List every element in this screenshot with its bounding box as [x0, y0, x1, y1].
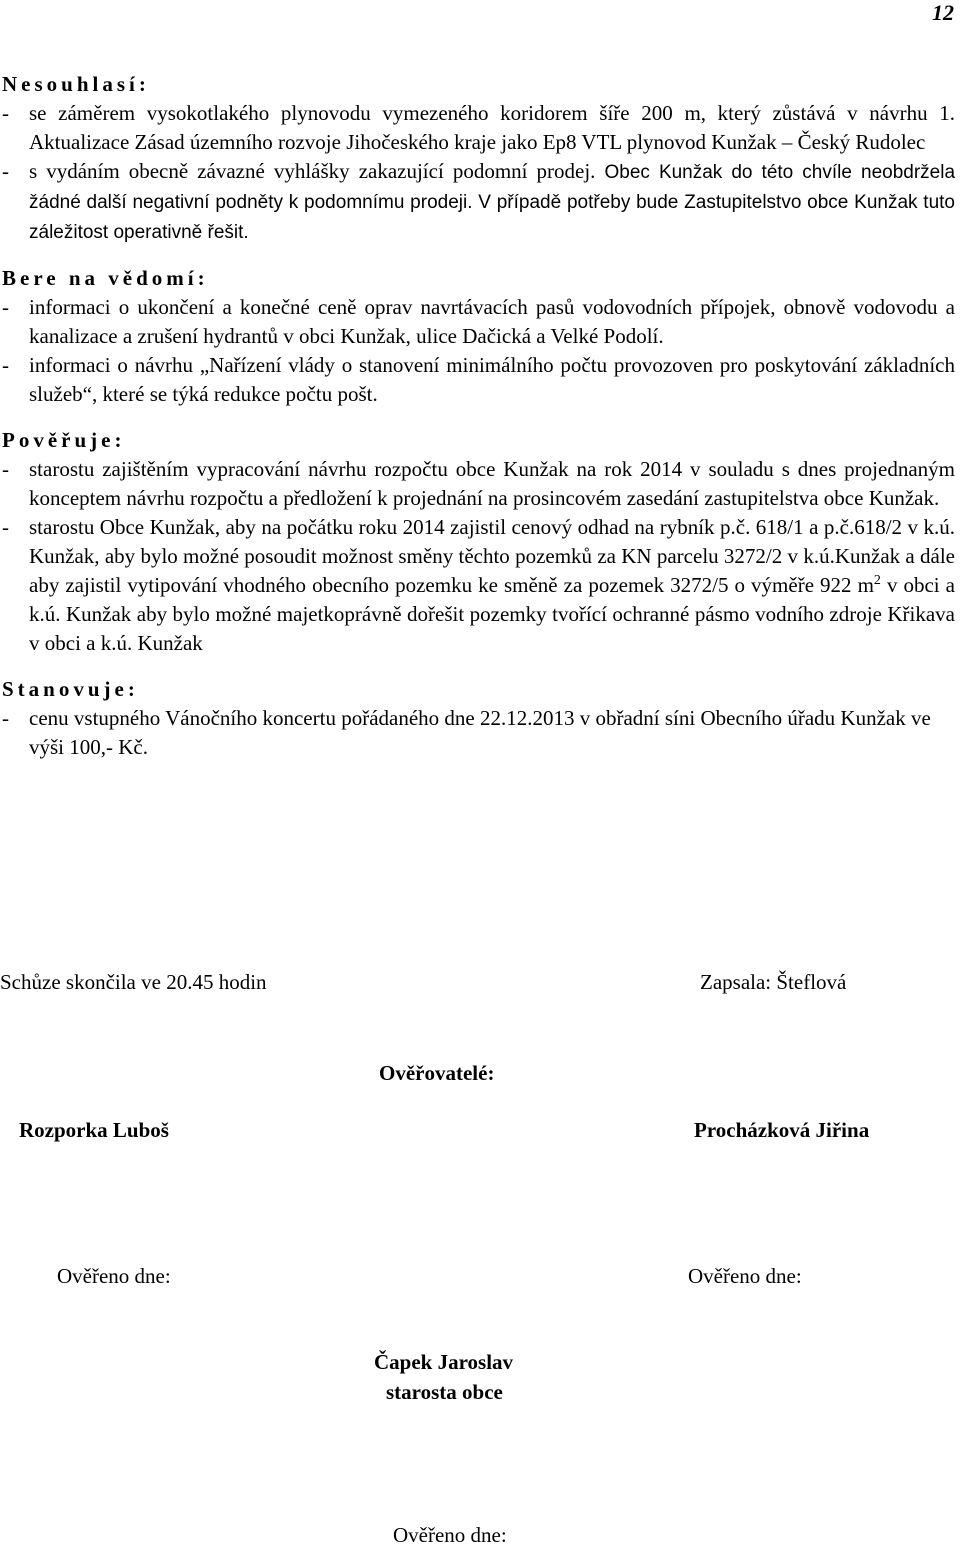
item-text: s vydáním obecně závazné vyhlášky zakazující podomní prodej. — [29, 159, 596, 183]
list-item — [2, 99, 955, 157]
meeting-end-time: Schůze skončila ve 20.45 hodin — [0, 970, 267, 994]
list-item — [2, 513, 955, 658]
mayor-name: Čapek Jaroslav — [374, 1350, 514, 1374]
section-heading-bere-na-vedomi: Bere na vědomí: — [2, 266, 209, 290]
verifier-name-2: Procházková Jiřina — [694, 1118, 870, 1142]
list-item — [2, 455, 955, 513]
item-text: cenu vstupného Vánočního koncertu pořádaného dne 22.12.2013 v obřadní síni Obecního úřadu Kunžak ve výši 100,- Kč. — [29, 706, 931, 759]
superscript: 2 — [873, 573, 881, 588]
resolution-body — [2, 70, 955, 762]
verifier-name-1: Rozporka Luboš — [19, 1118, 169, 1142]
list-item — [2, 704, 949, 762]
list-item — [2, 351, 955, 409]
item-text: informaci o ukončení a konečné ceně oprav navrtávacích pasů vodovodních přípojek, obnově vodovodu a kanalizace a zrušení hydrantů v obci Kunžak, ulice Dačická a Velké Podolí. — [29, 295, 955, 348]
section-heading-stanovuje: Stanovuje: — [2, 677, 139, 701]
verified-on-2: Ověřeno dne: — [688, 1264, 802, 1288]
item-text: se záměrem vysokotlakého plynovodu vymezeného koridorem šíře 200 m, který zůstává v návrhu 1. Aktualizace Zásad územního rozvoje Jihočeského kraje jako Ep8 VTL plynovod Kunžak – Český Rudolec — [29, 101, 955, 154]
item-text: starostu zajištěním vypracování návrhu rozpočtu obce Kunžak na rok 2014 v souladu s dnes projednaným konceptem návrhu rozpočtu a předložení k projednání na prosincovém zasedání zastupitelstva obce Kunžak. — [29, 457, 955, 510]
section-heading-poveruje: Pověřuje: — [2, 428, 126, 452]
item-text: starostu Obce Kunžak, aby na počátku roku 2014 zajistil cenový odhad na rybník p.č. 618/1 a p.č.618/2 v k.ú. Kunžak, aby bylo možné posoudit možnost směny těchto pozemků za KN parcelu 3272/2 v k.ú.Kunžak a dále aby zajistil vytipování vhodného obecního pozemku ke směně za pozemek 3272/5 o výměře 922 m — [29, 515, 955, 597]
list-item — [2, 293, 955, 351]
page-number: 12 — [932, 0, 954, 25]
item-text-continuation: Obec Kunžak do této chvíle neobdržela žádné další negativní podněty k podomnímu prodeji. V případě potřeby bude Zastupitelstvo obce Kunžak tuto záležitost operativně řešit. — [29, 162, 956, 243]
item-text-continuation: v obci a k.ú. Kunžak aby bylo možné majetkoprávně dořešit pozemky tvořící ochranné pásmo vodního zdroje Křikava v obci a k.ú. Kunžak — [29, 573, 955, 655]
mayor-title: starosta obce — [386, 1380, 503, 1404]
item-text: informaci o návrhu „Nařízení vlády o stanovení minimálního počtu provozoven pro poskytování základních služeb“, které se týká redukce počtu pošt. — [29, 353, 955, 406]
verified-on-3: Ověřeno dne: — [393, 1523, 507, 1547]
list-item — [2, 157, 955, 247]
verifiers-heading: Ověřovatelé: — [379, 1061, 495, 1085]
verified-on-1: Ověřeno dne: — [57, 1264, 171, 1288]
recorder: Zapsala: Šteflová — [700, 970, 847, 994]
section-heading-nesouhlasi: Nesouhlasí: — [2, 72, 150, 96]
